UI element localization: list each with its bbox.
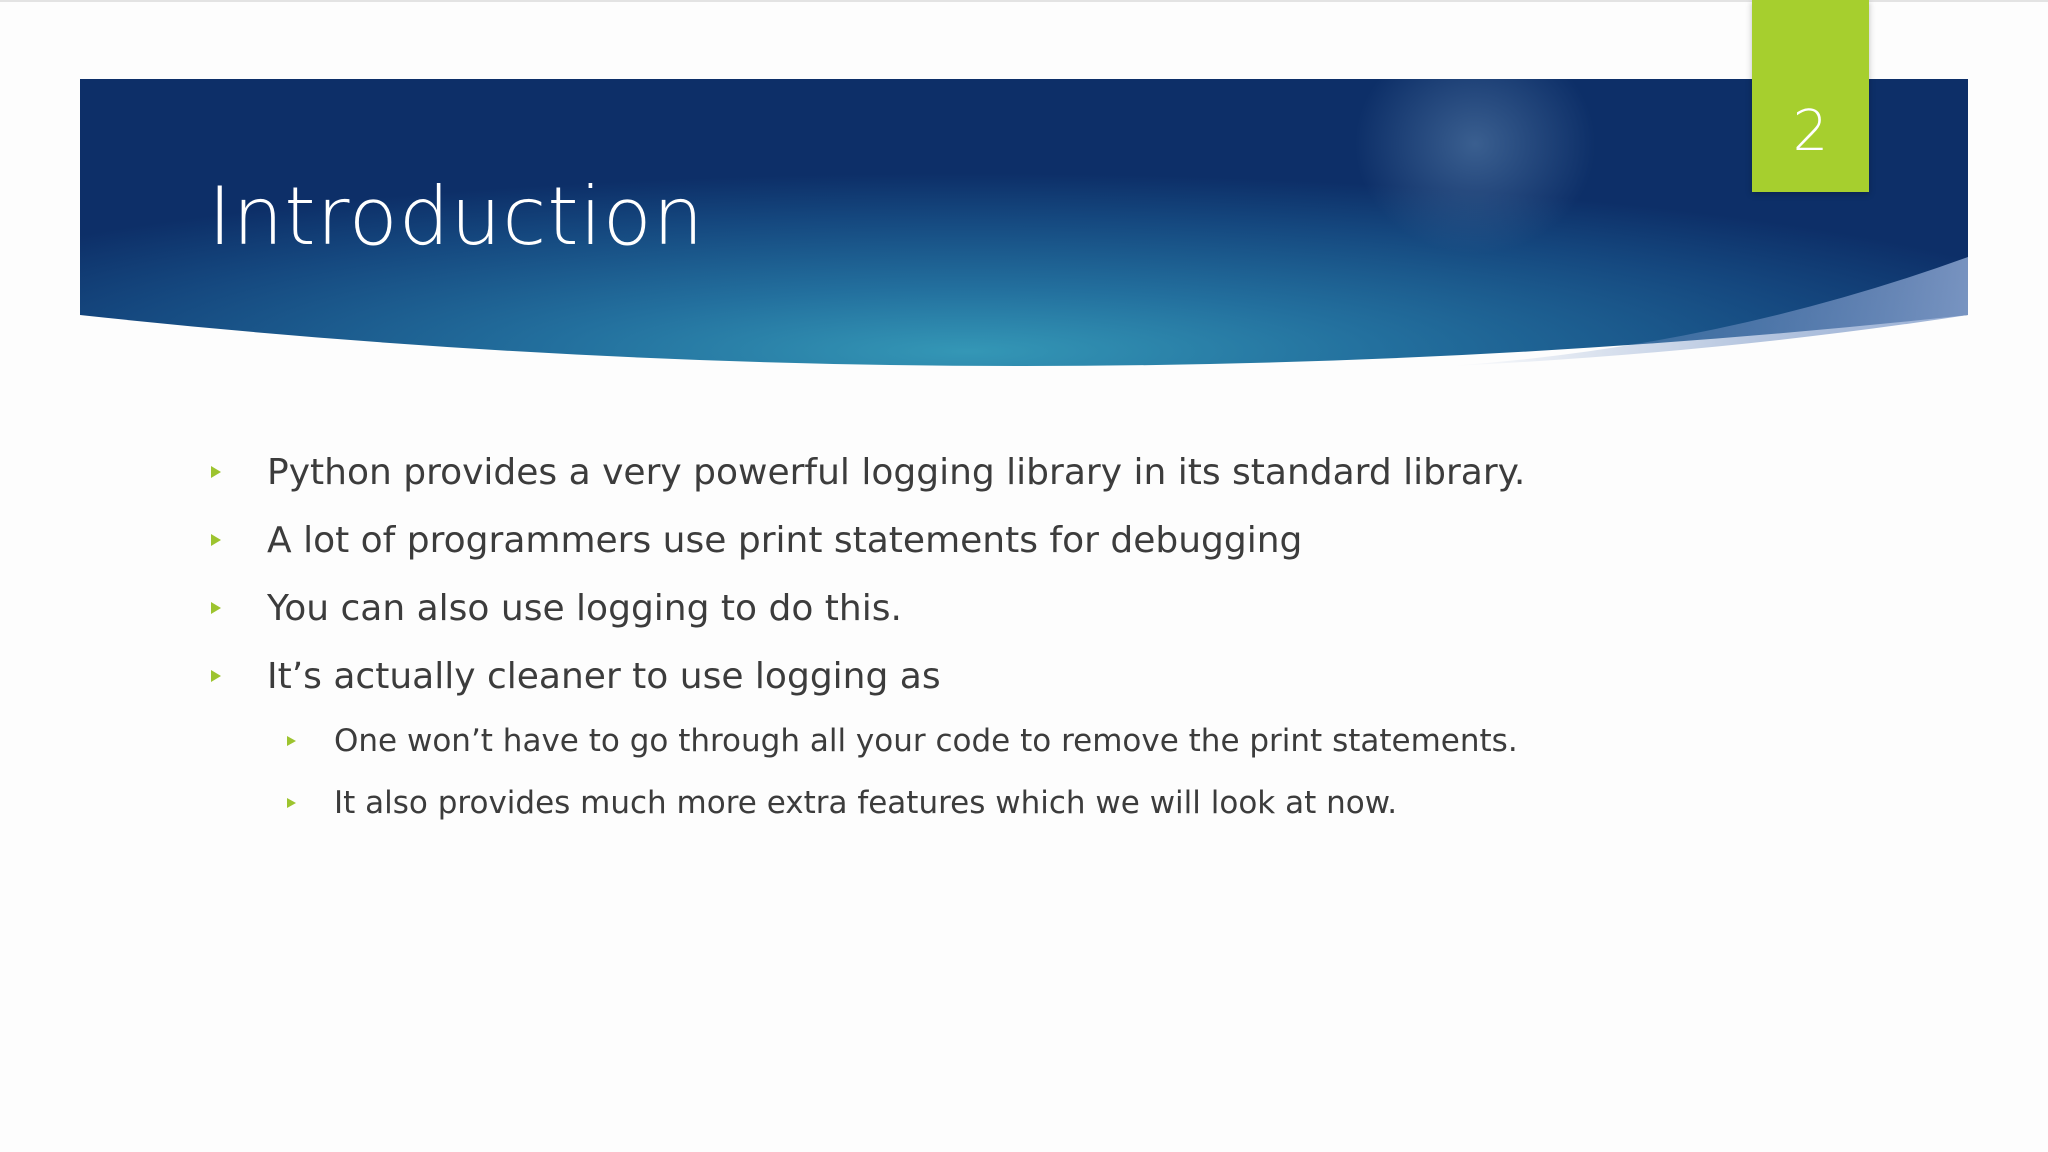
sub-bullet-item [208,772,1908,834]
bullet-list [208,438,1908,834]
triangle-bullet-icon [287,736,296,746]
bullet-text: It’s actually cleaner to use logging as [267,655,941,697]
bullet-item [208,438,1908,506]
sub-bullet-text: One won’t have to go through all your code to remove the print statements. [334,723,1518,759]
bullet-item [208,642,1908,710]
triangle-bullet-icon [211,670,221,682]
page-number: 2 [1792,99,1829,164]
slide-title: Introduction [208,170,705,263]
sub-bullet-item [208,710,1908,772]
page-number-badge [1752,0,1869,192]
triangle-bullet-icon [287,798,296,808]
bullet-text: Python provides a very powerful logging library in its standard library. [267,451,1526,493]
top-divider [0,0,2048,2]
triangle-bullet-icon [211,534,221,546]
sub-bullet-text: It also provides much more extra features which we will look at now. [334,785,1398,821]
bullet-item [208,574,1908,642]
bullet-item [208,506,1908,574]
bullet-text: You can also use logging to do this. [267,587,902,629]
triangle-bullet-icon [211,466,221,478]
bullet-text: A lot of programmers use print statements for debugging [267,519,1303,561]
triangle-bullet-icon [211,602,221,614]
